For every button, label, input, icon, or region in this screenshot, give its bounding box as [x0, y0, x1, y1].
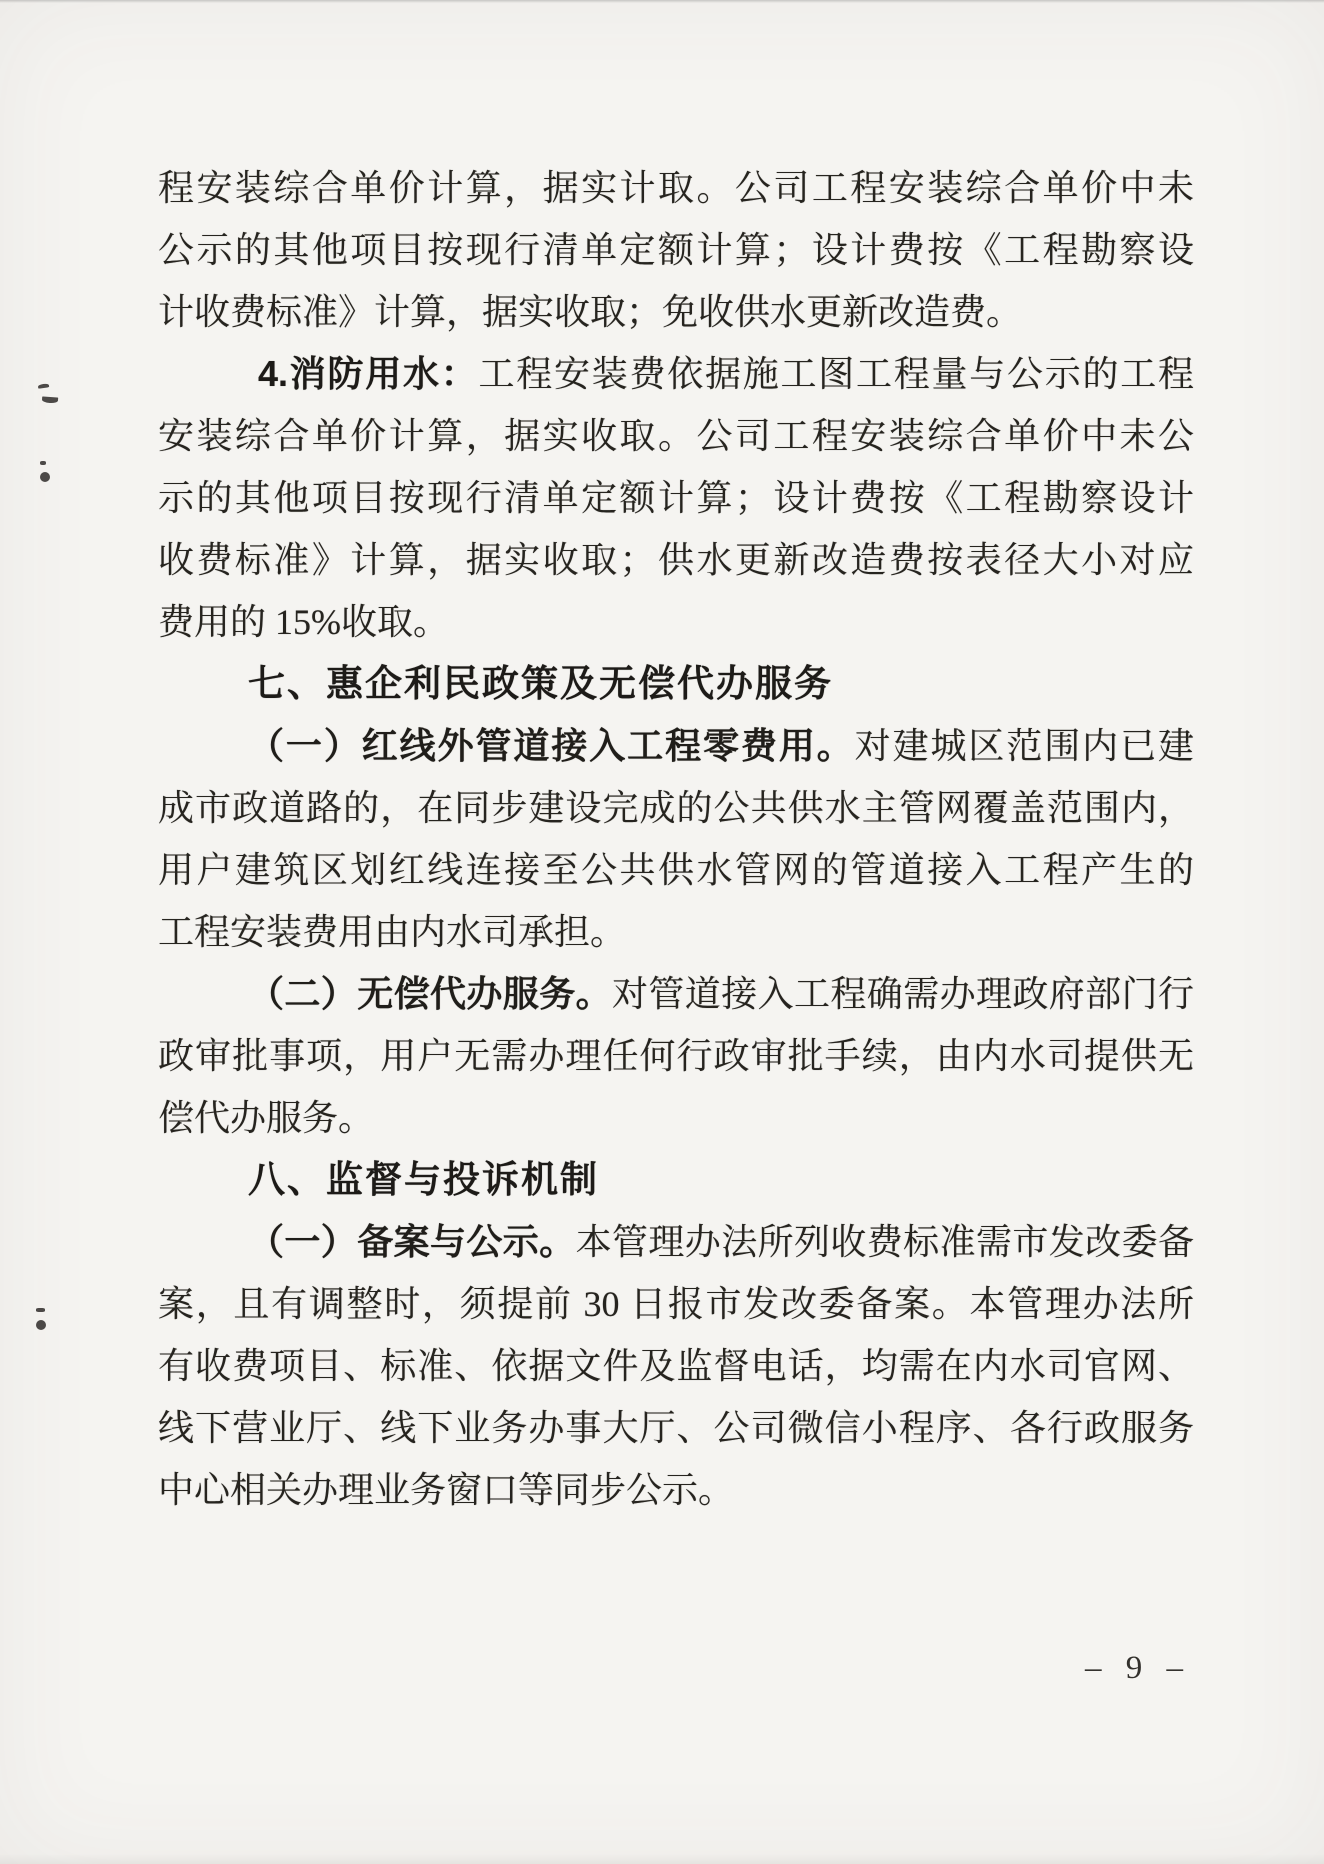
scan-artifact-mark	[40, 461, 46, 465]
doc-line: 线下营业厅、线下业务办事大厅、公司微信小程序、各行政服务	[158, 1408, 1194, 1448]
doc-line: 安装综合单价计算，据实收取。公司工程安装综合单价中未公	[158, 416, 1194, 456]
section-heading-7: 七、惠企利民政策及无偿代办服务	[248, 663, 833, 704]
scan-artifact-mark	[36, 1308, 45, 1312]
scan-artifact-mark	[42, 396, 58, 403]
paragraph-lead-filing: （一）备案与公示。	[248, 1222, 576, 1262]
doc-line-text: 对管道接入工程确需办理政府部门行	[612, 974, 1194, 1014]
doc-line: 收费标准》计算，据实收取；供水更新改造费按表径大小对应	[158, 540, 1194, 580]
doc-line-text: 对建城区范围内已建	[854, 726, 1194, 766]
doc-line: 中心相关办理业务窗口等同步公示。	[158, 1470, 735, 1510]
doc-line: 程安装综合单价计算，据实计取。公司工程安装综合单价中未	[158, 168, 1194, 208]
scan-artifact-mark	[40, 472, 50, 482]
doc-line: 公示的其他项目按现行清单定额计算；设计费按《工程勘察设	[158, 230, 1194, 270]
paragraph-lead-redline: （一）红线外管道接入工程零费用。	[248, 726, 855, 766]
page-number: – 9 –	[1085, 1650, 1191, 1686]
doc-line: 用户建筑区划红线连接至公共供水管网的管道接入工程产生的	[158, 850, 1194, 890]
doc-line: 工程安装费用由内水司承担。	[158, 912, 627, 952]
doc-line-text: 工程安装费依据施工图工程量与公示的工程	[478, 354, 1194, 394]
doc-line: 有收费项目、标准、依据文件及监督电话，均需在内水司官网、	[158, 1346, 1194, 1386]
doc-line-text: 本管理办法所列收费标准需市发改委备	[575, 1222, 1194, 1262]
doc-line-paragraph-start	[158, 343, 1194, 405]
section-heading-8: 八、监督与投诉机制	[248, 1159, 599, 1200]
doc-line: 成市政道路的，在同步建设完成的公共供水主管网覆盖范围内，	[158, 788, 1194, 828]
doc-line: 费用的 15%收取。	[158, 602, 449, 642]
paragraph-lead-free-agency: （二）无偿代办服务。	[248, 974, 612, 1014]
document-body	[158, 157, 1194, 1521]
doc-line: 计收费标准》计算，据实收取；免收供水更新改造费。	[158, 292, 1023, 332]
doc-line-paragraph-start	[158, 1211, 1194, 1273]
doc-line: 政审批事项，用户无需办理任何行政审批手续，由内水司提供无	[158, 1036, 1194, 1076]
doc-line-paragraph-start	[158, 963, 1194, 1025]
doc-line: 偿代办服务。	[158, 1098, 375, 1138]
scan-artifact-mark	[38, 383, 49, 388]
doc-line-paragraph-start	[158, 715, 1194, 777]
doc-line: 示的其他项目按现行清单定额计算；设计费按《工程勘察设计	[158, 478, 1194, 518]
doc-line: 案，且有调整时，须提前 30 日报市发改委备案。本管理办法所	[158, 1284, 1194, 1324]
paragraph-lead-fire-water: 4.消防用水：	[258, 353, 479, 394]
scan-artifact-mark	[36, 1320, 46, 1330]
